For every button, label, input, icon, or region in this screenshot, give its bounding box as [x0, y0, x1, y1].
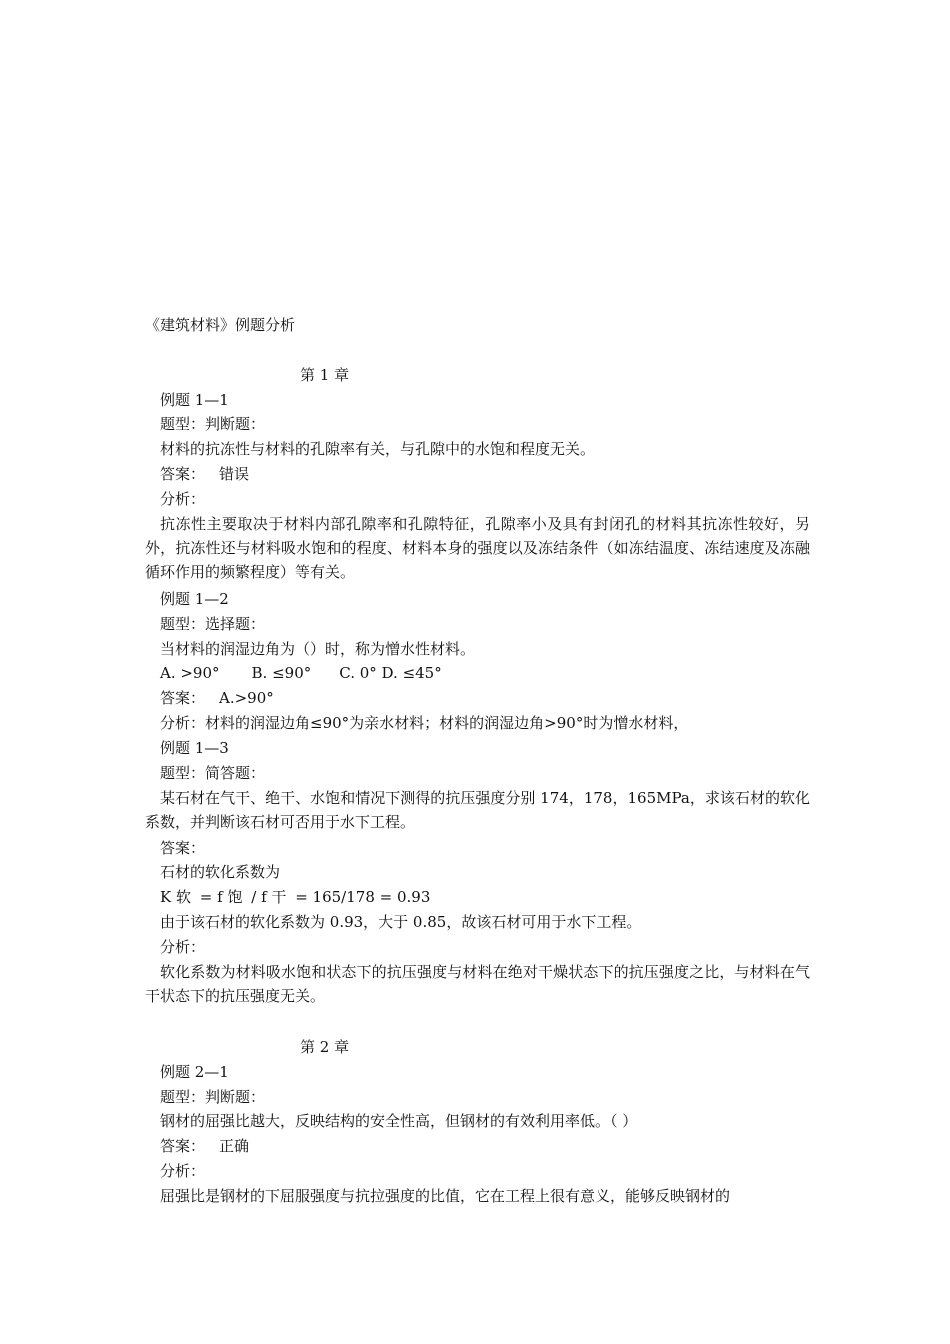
answer-value: 错误: [219, 465, 250, 483]
example-2-1-analysis: 屈强比是钢材的下屈服强度与抗拉强度的比值，它在工程上很有意义，能够反映钢材的: [160, 1187, 731, 1205]
formula-f1-subscript: 饱: [227, 888, 243, 906]
example-1-2-options: [160, 661, 442, 685]
example-1-2-answer: [160, 686, 274, 710]
example-1-3-label: 例题 1—3: [160, 739, 229, 757]
example-1-1-type: 题型：判断题：: [160, 415, 266, 433]
example-1-3-answer-label: 答案：: [160, 839, 206, 857]
chapter-2-heading: 第 2 章: [300, 1038, 350, 1056]
option-c-d: C. 0° D. ≤45°: [339, 664, 442, 682]
document-title: 《建筑材料》例题分析: [145, 316, 296, 334]
answer-value: A.>90°: [219, 689, 274, 707]
example-1-3-formula: [160, 885, 430, 909]
answer-label: 答案：: [160, 689, 206, 707]
example-1-3-question: 某石材在气干、绝干、水饱和情况下测得的抗压强度分别 174，178，165MPa，求该石材的软化系数，并判断该石材可否用于水下工程。: [145, 789, 810, 831]
example-1-2-label: 例题 1—2: [160, 590, 229, 608]
chapter-1-heading: 第 1 章: [300, 366, 350, 384]
example-2-1-question: 钢材的屈强比越大，反映结构的安全性高，但钢材的有效利用率低。（ ）: [160, 1112, 638, 1130]
answer-value: 正确: [219, 1137, 250, 1155]
formula-k-subscript: 软: [176, 888, 192, 906]
example-1-1-analysis: 抗冻性主要取决于材料内部孔隙率和孔隙特征，孔隙率小及具有封闭孔的材料其抗冻性较好，另外，抗冻性还与材料吸水饱和的程度、材料本身的强度以及冻结条件（如冻结温度、冻结速度及冻融循环作用的频繁程度）等有关。: [145, 515, 810, 581]
example-1-3-answer-line-1: 石材的软化系数为: [160, 863, 281, 881]
example-1-1-question: 材料的抗冻性与材料的孔隙率有关，与孔隙中的水饱和程度无关。: [160, 440, 596, 458]
example-1-3-analysis: 软化系数为材料吸水饱和状态下的抗压强度与材料在绝对干燥状态下的抗压强度之比，与材料在气干状态下的抗压强度无关。: [145, 963, 810, 1005]
example-1-1-label: 例题 1—1: [160, 391, 229, 409]
example-2-1-label: 例题 2—1: [160, 1063, 229, 1081]
example-1-1-answer: [160, 462, 249, 486]
example-1-2-question: 当材料的润湿边角为（）时，称为憎水性材料。: [160, 640, 476, 658]
formula-equals-f: = f: [199, 888, 223, 906]
example-1-3-analysis-label: 分析：: [160, 938, 206, 956]
example-1-2-type: 题型：选择题：: [160, 615, 266, 633]
formula-k: K: [160, 888, 172, 906]
document-page: [145, 0, 810, 1344]
answer-label: 答案：: [160, 1137, 206, 1155]
example-1-3-answer-line-3: 由于该石材的软化系数为 0.93，大于 0.85，故该石材可用于水下工程。: [160, 913, 642, 931]
formula-divide-f: / f: [251, 888, 267, 906]
example-2-1-type: 题型：判断题：: [160, 1088, 266, 1106]
example-1-3-type: 题型：简答题：: [160, 764, 266, 782]
example-1-2-analysis: 分析：材料的润湿边角≤90°为亲水材料；材料的润湿边角>90°时为憎水材料，: [160, 714, 689, 732]
answer-label: 答案：: [160, 465, 206, 483]
formula-result: = 165/178 = 0.93: [295, 888, 431, 906]
example-2-1-answer: [160, 1134, 249, 1158]
example-2-1-analysis-label: 分析：: [160, 1162, 206, 1180]
option-b: B. ≤90°: [251, 664, 312, 682]
option-a: A. >90°: [160, 664, 220, 682]
formula-f2-subscript: 干: [271, 888, 287, 906]
example-1-1-analysis-label: 分析：: [160, 490, 206, 508]
